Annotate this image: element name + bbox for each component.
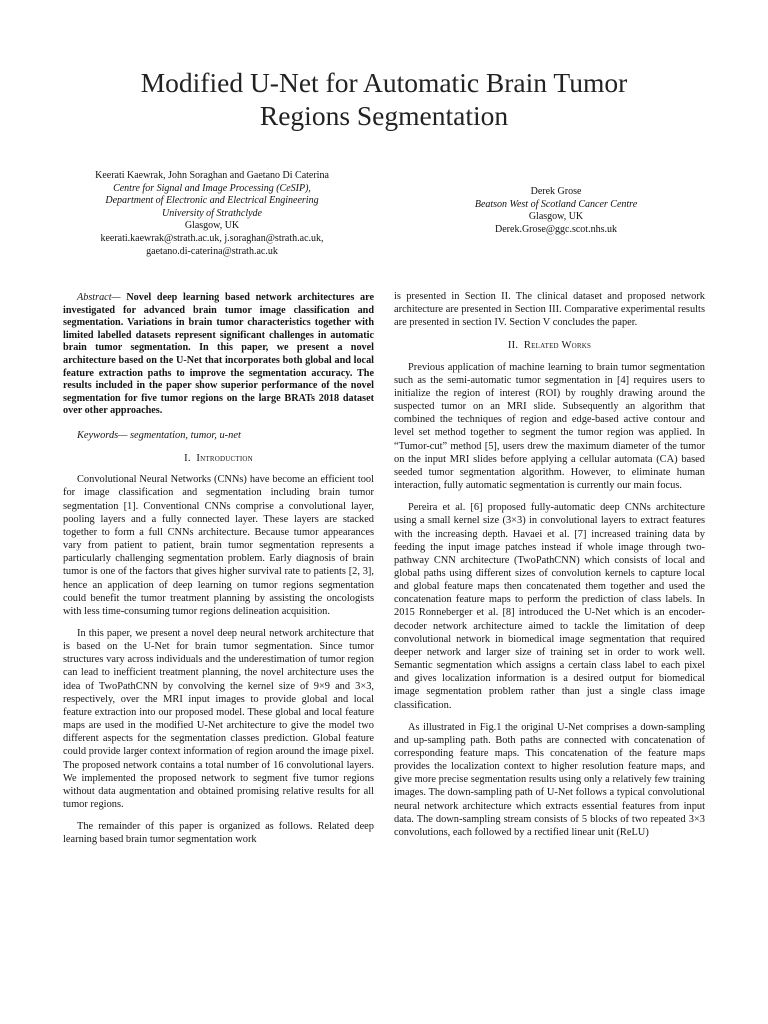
author-affiliation-university: University of Strathclyde <box>162 207 262 219</box>
paragraph: Pereira et al. [6] proposed fully-automatic deep CNNs architecture using a small kernel size (3×3) in convolutional layers to extract features with the increasing depth. Havaei et al. [7] increased training data by feeding the input image patches instead if whole image through two-pathway CNN architecture (TwoPathCNN) which consists of local and global paths using different sizes of convolution kernels to capture local and global feature maps then concatenated them together and used the concatenation feature maps to perform the prediction of class labels. In 2015 Ronneberger et al. [8] introduced the U-Net which is an encoder-decoder network architecture aimed to tackle the limitation of deep convolutional network in biomedical image segmentation that required deeper network and larger size of training set in order to work well. Semantic segmentation which assigns a certain class label to each pixel and gives localization information is a desired output for biomedical image segmentation problem rather than just a single class image classification. <box>394 502 705 711</box>
author-emails: keerati.kaewrak@strath.ac.uk, j.soraghan@strath.ac.uk, <box>100 232 324 244</box>
abstract-lead: Abstract— <box>77 292 121 303</box>
paragraph: The remainder of this paper is organized as follows. Related deep learning based brain tumor segmentation work <box>63 821 374 846</box>
left-column <box>63 292 374 846</box>
author-location: Glasgow, UK <box>528 211 584 223</box>
paragraph: Convolutional Neural Networks (CNNs) have become an efficient tool for image classification and segmentation including brain tumor segmentation [1]. Conventional CNNs comprise a convolutional layer, pooling layers and a fully connected layer. These layers are stacked together to form a full CNNs architecture. Because tumor appearances vary from patient to patient, brain tumor segmentation represents a particularly challenging segmentation problem. Early diagnosis of brain tumor is one of the factors that gives higher survival rate to patients [2, 3], hence an application of deep learning on tumor regions segmentation could benefit the tumor treatment planning by assisting the oncologists with less time-consuming tumor regions delineation acquisition. <box>63 474 374 617</box>
paragraph: As illustrated in Fig.1 the original U-Net comprises a down-sampling and up-sampling path. Both paths are connected with concatenation of corresponding feature maps. This concatenation of the feature maps provides the localization context to higher resolution feature maps, and give more precise segmentation results using only a relatively few training images. The down-sampling path of U-Net follows a typical convolutional neural network architecture which extracts essential features from input data. The down-sampling stream consists of 5 blocks of two repeated 3×3 convolutions, each followed by a rectified linear unit (ReLU) <box>394 721 705 838</box>
author-block-primary <box>52 170 372 258</box>
paragraph: In this paper, we present a novel deep neural network architecture that is based on the U-Net for brain tumor segmentation. Since tumor structures vary across individuals and the underestimation of tumor region can lead to inefficient treatment planning, the novel architecture uses the idea of TwoPathCNN by convolving the kernel size of 9×9 and 3×3, respectively, over the MRI input images to provide global and local feature extraction into our proposed model. These global and local feature maps are used in the modified U-Net architecture to give the model two different aspects for the segmentation classes prediction. Global feature could provide larger context information of region around the image pixel. The proposed network contains a total number of 16 convolutional layers. We implemented the proposed network to segment five tumor regions without data augmentation and obtained promising relative results for all tumor regions. <box>63 627 374 810</box>
author-affiliation-department: Department of Electronic and Electrical Engineering <box>105 195 319 207</box>
keywords: Keywords— segmentation, tumor, u-net <box>77 429 241 441</box>
paper-title-line-2: Regions Segmentation <box>259 100 509 131</box>
author-block-secondary <box>396 186 716 236</box>
paper-title-line-1: Modified U-Net for Automatic Brain Tumor <box>140 67 628 98</box>
right-column <box>394 290 705 839</box>
paragraph-continuation: is presented in Section II. The clinical dataset and proposed network architecture are presented in Section III. Comparative experimental results are presented in section IV. Section V concludes the paper. <box>394 291 705 329</box>
paper-title <box>0 66 768 132</box>
author-affiliation: Beatson West of Scotland Cancer Centre <box>474 198 638 210</box>
paragraph: Previous application of machine learning to brain tumor segmentation such as the semi-automatic tumor segmentation in [4] requires users to initialize the region of interest (ROI) by roughly drawing around the suspected tumor on an MRI slide. Subsequently an algorithm that combined the techniques of region and edge-based active contour and level set method together to segment the tumor region was applied. In “Tumor-cut” method [5], users drew the maximum diameter of the tumor on the input MRI slides before applying a cellular automata (CA) based seeded tumor segmentation algorithm. However, to eliminate human interaction, fully automatic segmentation is currently our main focus. <box>394 361 705 492</box>
author-affiliation-centre: Centre for Signal and Image Processing (CeSIP), <box>113 182 311 194</box>
section-title: Related Works <box>523 340 592 352</box>
section-number: II. <box>507 340 519 352</box>
author-location: Glasgow, UK <box>184 220 240 232</box>
author-email: Derek.Grose@ggc.scot.nhs.uk <box>495 223 617 235</box>
author-emails-continued: gaetano.di-caterina@strath.ac.uk <box>146 245 278 257</box>
section-heading-introduction <box>63 452 374 465</box>
abstract-text: Novel deep learning based network architectures are investigated for advanced brain tumor image classification and segmentation. Variations in brain tumor characteristics together with limited labelled datasets represent significant challenges in automatic brain tumor segmentation. In this paper, we present a novel architecture based on the U-Net that incorporates both global and local feature extraction paths to improve the segmentation accuracy. The results included in the paper show superior performance of the novel segmentation for five tumor regions on the large BRATs 2018 dataset over other approaches. <box>63 292 374 417</box>
section-heading-related-works <box>394 339 705 352</box>
author-names: Keerati Kaewrak, John Soraghan and Gaetano Di Caterina <box>95 170 329 181</box>
author-name: Derek Grose <box>530 186 582 197</box>
section-number: I. <box>184 453 191 465</box>
section-title: Introduction <box>196 453 253 465</box>
abstract <box>63 292 374 418</box>
